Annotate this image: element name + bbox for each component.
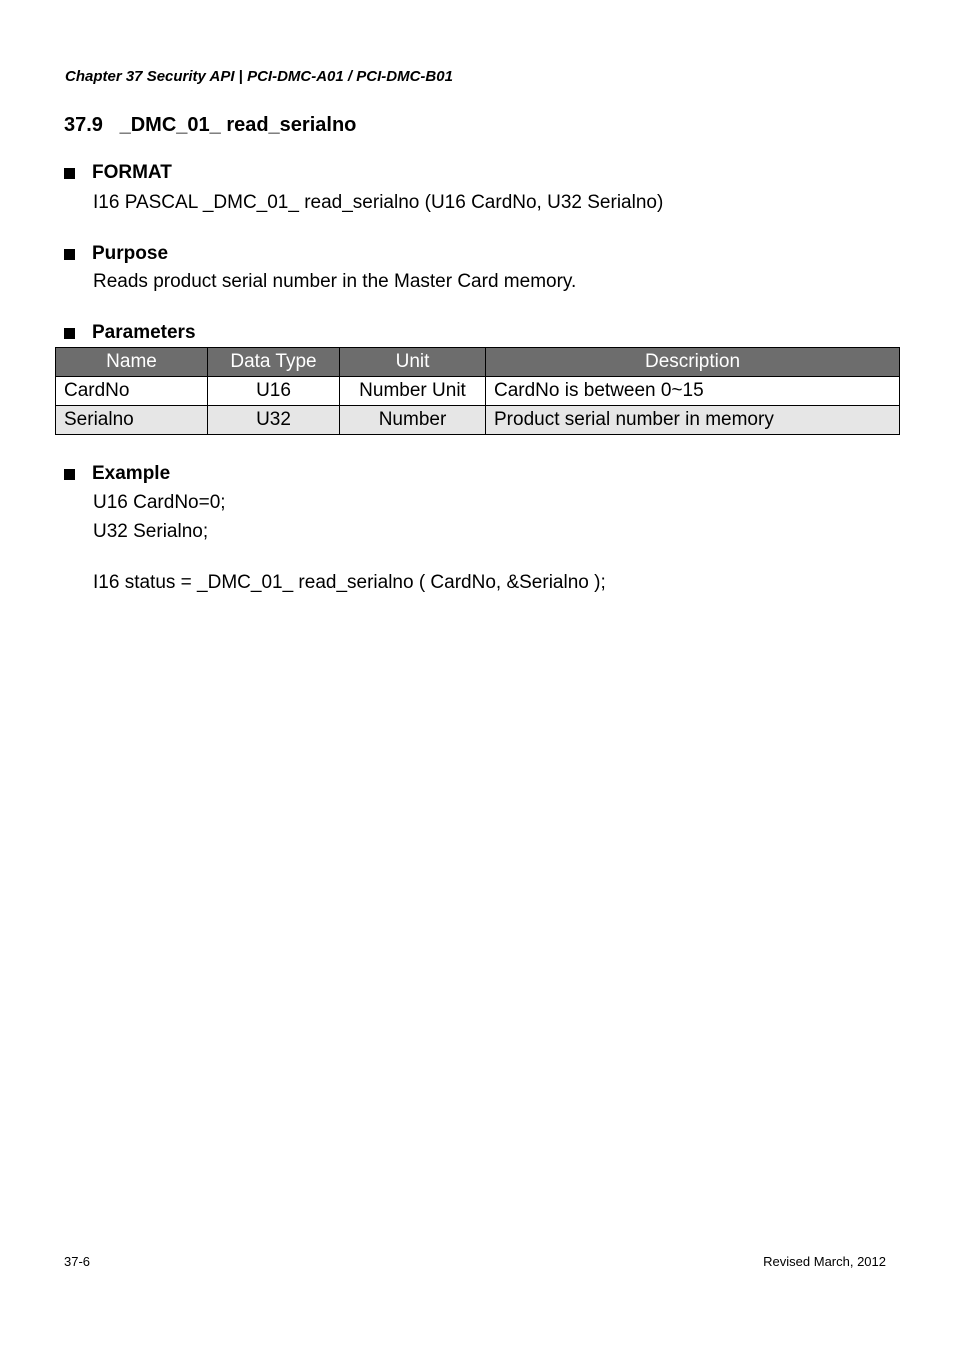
format-heading-label: FORMAT (92, 162, 172, 183)
format-text: I16 PASCAL _DMC_01_ read_serialno (U16 CardNo, U32 Serialno) (93, 192, 664, 213)
cell-data-type: U32 (208, 406, 340, 435)
purpose-heading (64, 243, 168, 265)
header-product: PCI-DMC-A01 / PCI-DMC-B01 (247, 68, 453, 85)
column-header-name: Name (56, 348, 208, 377)
square-bullet-icon (64, 168, 75, 179)
format-heading (64, 162, 172, 184)
cell-name: CardNo (56, 377, 208, 406)
example-line: I16 status = _DMC_01_ read_serialno ( CardNo, &Serialno ); (93, 572, 606, 593)
column-header-data-type: Data Type (208, 348, 340, 377)
parameters-table (55, 347, 900, 435)
page-number: 37-6 (64, 1254, 91, 1269)
example-line: U16 CardNo=0; (93, 492, 226, 513)
cell-data-type: U16 (208, 377, 340, 406)
cell-description: Product serial number in memory (486, 406, 900, 435)
table-row (56, 377, 900, 406)
cell-unit: Number (340, 406, 486, 435)
revision-date: Revised March, 2012 (763, 1254, 886, 1269)
cell-name: Serialno (56, 406, 208, 435)
cell-description: CardNo is between 0~15 (486, 377, 900, 406)
square-bullet-icon (64, 328, 75, 339)
square-bullet-icon (64, 249, 75, 260)
parameters-heading (64, 322, 196, 344)
cell-unit: Number Unit (340, 377, 486, 406)
purpose-text: Reads product serial number in the Master Card memory. (93, 271, 577, 292)
header-separator: | (238, 68, 243, 85)
page-header (65, 68, 453, 85)
square-bullet-icon (64, 469, 75, 480)
table-header-row (56, 348, 900, 377)
example-heading-label: Example (92, 463, 171, 484)
header-chapter: Chapter 37 Security API (65, 68, 235, 85)
purpose-heading-label: Purpose (92, 243, 169, 264)
column-header-unit: Unit (340, 348, 486, 377)
parameters-heading-label: Parameters (92, 322, 196, 343)
example-line: U32 Serialno; (93, 521, 209, 542)
example-heading (64, 463, 170, 485)
table-row (56, 406, 900, 435)
section-title: 37.9 _DMC_01_ read_serialno (64, 114, 357, 136)
column-header-description: Description (486, 348, 900, 377)
